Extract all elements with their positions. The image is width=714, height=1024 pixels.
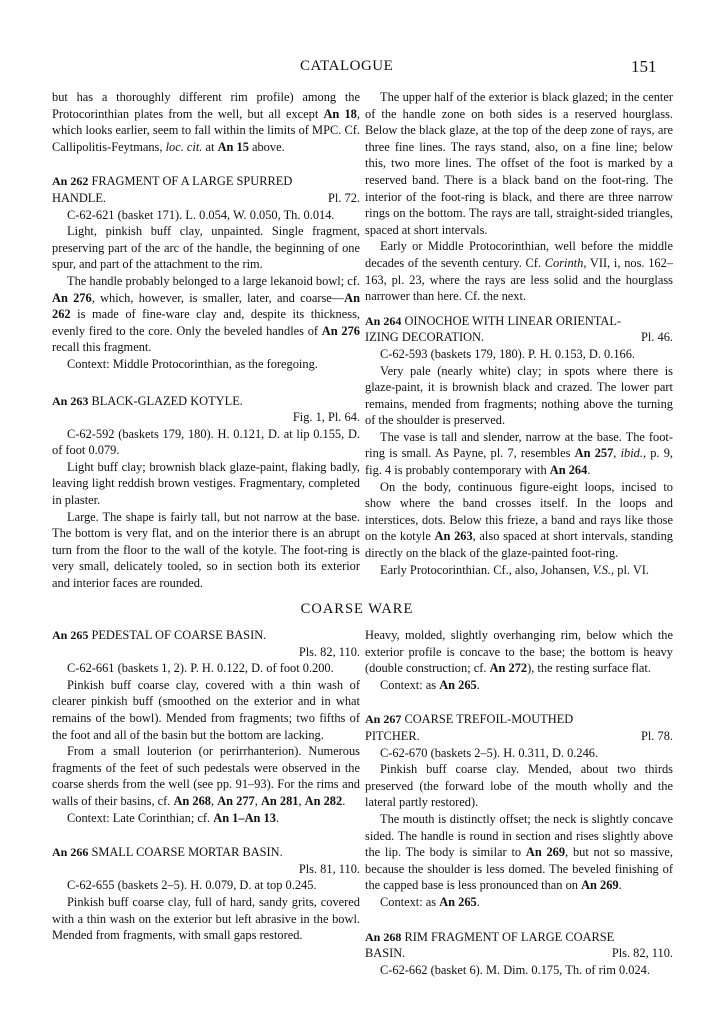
right-column-top — [365, 89, 673, 578]
left-column-top — [52, 89, 360, 592]
catalog-number: C-62-655 (baskets 2–5). H. 0.079, D. at top 0.245. — [67, 878, 317, 893]
plate-ref: Pls. 81, 110. — [298, 861, 360, 876]
description: Light buff clay; brownish black glaze-paint, flaking badly, leaving light reddish brown vestiges. Fragmentary, completed in plaster. — [52, 459, 360, 508]
entry-heading: An 262 FRAGMENT OF A LARGE SPURRED — [52, 174, 293, 189]
context: Context: as An 265. — [380, 677, 480, 692]
catalog-number: C-62-592 (baskets 179, 180). H. 0.121, D. at lip 0.155, D. of foot 0.079. — [52, 426, 360, 458]
context: Context: Middle Protocorinthian, as the foregoing. — [67, 356, 318, 371]
left-column-bottom — [52, 627, 360, 944]
entry-heading: An 265 PEDESTAL OF COARSE BASIN. — [52, 628, 267, 642]
page-number: 151 — [631, 57, 657, 76]
catalog-number: C-62-593 (baskets 179, 180). P. H. 0.153, D. 0.166. — [380, 346, 636, 361]
commentary: From a small louterion (or perirrhanterion). Numerous fragments of the feet of such pedestals were observed in the coarse sherds from the well (see pp. 91–93). For the rims and walls of their basins, cf. An 268, An 277, An 281, An 282. — [52, 744, 360, 808]
entry-heading-cont: PITCHER. Pl. 78. — [365, 728, 673, 743]
entry-heading: An 268 RIM FRAGMENT OF LARGE COARSE — [365, 929, 615, 944]
context: Context: as An 265. — [380, 894, 480, 909]
entry-an-267 — [365, 711, 673, 910]
entry-heading: An 266 SMALL COARSE MORTAR BASIN. — [52, 845, 283, 860]
description: The upper half of the exterior is black glazed; in the center of the handle zone on both sides is a reserved hourglass. Below the black glaze, at the top of the deep zone of rays, are three fine lines. The rays stand, also, on a fine line; below this, two more lines. The offset of the foot is marked by a reserved band. There is a black band on the foot-ring. The interior of the foot-ring is black, and there are three narrow rings on the bottom. The rays are tall, straight-sided triangles, spaced at short intervals. — [365, 90, 673, 237]
description: Light, pinkish buff clay, unpainted. Single fragment, preserving part of the arc of the handle, the beginning of one spur, and part of the attachment to the rim. — [52, 224, 360, 272]
running-header — [0, 58, 714, 78]
entry-heading: An 264 OINOCHOE WITH LINEAR ORIENTAL- — [365, 313, 622, 328]
description: On the body, continuous figure-eight loops, incised to show where the band crosses itself. In the loops and interstices, dots. Below this frieze, a band and rays like those on the kotyle An 263, also spaced at short intervals, standing directly on the black of the glaze-painted foot-ring. — [365, 479, 673, 561]
catalog-number: C-62-621 (basket 171). L. 0.054, W. 0.050, Th. 0.014. — [67, 207, 335, 222]
context: Context: Late Corinthian; cf. An 1–An 13. — [67, 810, 280, 825]
entry-an-265 — [52, 627, 360, 826]
entry-heading: An 267 COARSE TREFOIL-MOUTHED — [365, 712, 574, 727]
plate-ref: Fig. 1, Pl. 64. — [292, 410, 360, 425]
section-title: COARSE WARE — [300, 601, 414, 617]
plate-ref: Pl. 72. — [327, 190, 360, 205]
entry-heading-cont: HANDLE. Pl. 72. — [52, 190, 360, 205]
description: The mouth is distinctly offset; the neck is slightly concave sided. The handle is round in section and rises slightly above the lip. The body is similar to An 269, but not so massive, because the shoulder is less domed. The beveled finishing of the capped base is less pronounced than on An 269. — [365, 811, 673, 893]
description: Large. The shape is fairly tall, but not narrow at the base. The bottom is very flat, and on the interior there is an abrupt turn from the floor to the wall of the kotyle. The foot-ring is very small, delicately tooled, so in section both its exterior and interior faces are rounded. — [52, 509, 360, 591]
plate-ref: Pls. 82, 110. — [298, 644, 360, 659]
description: Very pale (nearly white) clay; in spots where there is glaze-paint, it is brownish black and crazed. The lower part remains, mended from fragments; nothing above the turning of the shoulder is preserved. — [365, 363, 673, 428]
entry-an-266 — [52, 844, 360, 944]
description: Pinkish buff coarse clay. Mended, about two thirds preserved (the forward lobe of the mouth wholly and the lateral partly restored). — [365, 762, 673, 810]
right-column-bottom — [365, 627, 673, 978]
catalog-number: C-62-670 (baskets 2–5). H. 0.311, D. 0.246. — [380, 745, 599, 760]
plate-ref: Pl. 46. — [640, 330, 673, 345]
description: Heavy, molded, slightly overhanging rim, below which the exterior profile is concave to the base; the bottom is heavy (double construction; cf. An 272), the resting surface flat. — [365, 628, 673, 676]
entry-heading: An 263 BLACK-GLAZED KOTYLE. — [52, 393, 243, 408]
description: Pinkish buff coarse clay, covered with a thin wash of clearer pinkish buff (smoothed on the exterior and in what remains of the bowl). Mended from fragments; two fifths of the foot and all of the basin but the bottom are lacking. — [52, 677, 360, 742]
description: The vase is tall and slender, narrow at the base. The foot-ring is small. As Payne, pl. 7, resembles An 257, ibid., p. 9, fig. 4 is probably contemporary with An 264. — [365, 429, 673, 478]
entry-an-262 — [52, 173, 360, 372]
entry-an-263 — [52, 393, 360, 592]
catalog-number: C-62-662 (basket 6). M. Dim. 0.175, Th. of rim 0.024. — [380, 962, 650, 977]
plate-ref: Pls. 82, 110. — [611, 946, 673, 961]
description: Pinkish buff coarse clay, full of hard, sandy grits, covered with a thin wash on the exterior but left abrasive in the bowl. Mended from fragments, with small gaps restored. — [52, 894, 360, 943]
entry-heading-cont: IZING DECORATION. Pl. 46. — [365, 330, 673, 345]
running-title: CATALOGUE — [300, 58, 394, 74]
continued-paragraph: but has a thoroughly different rim profile) among the Protocorinthian plates from the well, but all except An 18, which looks earlier, seem to fall within the limits of MPC. Cf. Callipolitis-Feytmans, loc. cit. at An 15 above. — [52, 90, 360, 154]
entry-heading-cont: BASIN. Pls. 82, 110. — [365, 946, 673, 961]
commentary: Early or Middle Protocorinthian, well before the middle decades of the seventh century. Cf. Corinth, VII, i, nos. 162–163, pl. 23, where the rays are less solid and the hourglass narrower than here. Cf. the next. — [365, 239, 673, 304]
entry-an-268 — [365, 929, 673, 979]
context: Early Protocorinthian. Cf., also, Johansen, V.S., pl. VI. — [380, 562, 650, 577]
entry-an-264 — [365, 313, 673, 579]
plate-ref: Pl. 78. — [640, 728, 673, 743]
catalog-number: C-62-661 (baskets 1, 2). P. H. 0.122, D. of foot 0.200. — [67, 661, 334, 676]
commentary: The handle probably belonged to a large lekanoid bowl; cf. An 276, which, however, is smaller, later, and coarse—An 262 is made of fine-ware clay and, despite its thickness, evenly fired to the core. Only the beveled handles of An 276 recall this fragment. — [52, 273, 360, 355]
